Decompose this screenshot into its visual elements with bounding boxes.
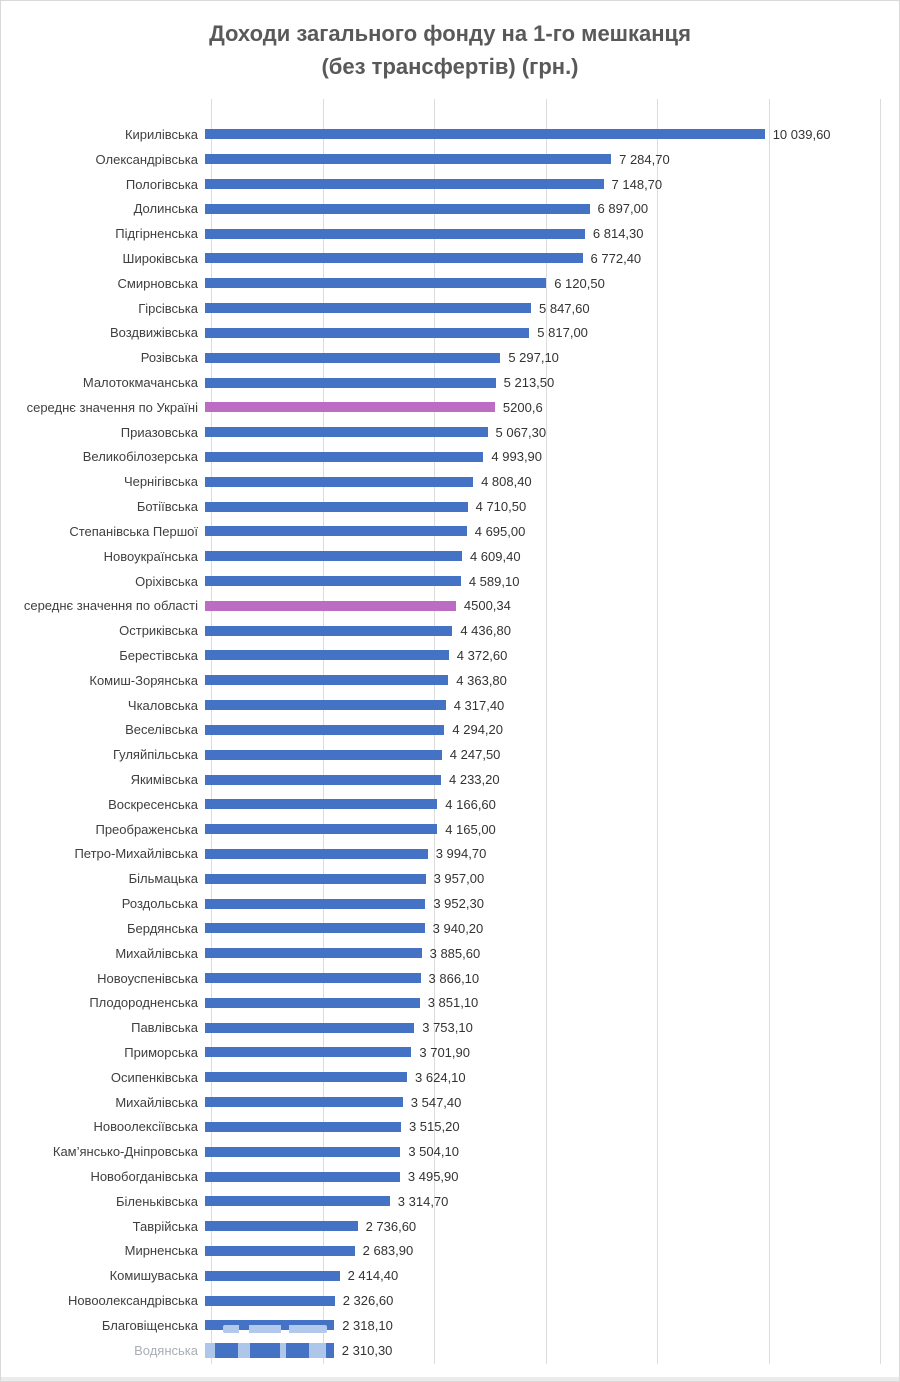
bar-row	[1, 1313, 899, 1338]
bar-track	[205, 1040, 899, 1065]
value-label: 4 808,40	[481, 474, 532, 490]
value-label: 6 814,30	[592, 226, 644, 242]
bar-row	[1, 1115, 899, 1140]
bar	[205, 179, 604, 189]
value-label: 4 166,60	[445, 796, 496, 812]
bar	[205, 725, 444, 735]
value-label: 4500,34	[463, 598, 511, 614]
bar-row	[1, 1214, 899, 1239]
bar	[205, 849, 428, 859]
value-label: 10 039,60	[772, 126, 831, 142]
value-label: 6 120,50	[554, 275, 605, 291]
value-label: 4 609,40	[469, 548, 521, 564]
bar-track	[205, 792, 899, 817]
value-label: 2 414,40	[347, 1268, 399, 1284]
bar-row	[1, 866, 899, 891]
value-label: 2 683,90	[362, 1243, 414, 1259]
bar-row	[1, 817, 899, 842]
bottom-border-strip	[1, 1377, 899, 1381]
category-label: Якимівська	[130, 772, 198, 788]
bar-row	[1, 1263, 899, 1288]
bar-track	[205, 941, 899, 966]
category-label: Біленьківська	[116, 1193, 198, 1209]
bar-row	[1, 445, 899, 470]
value-label: 3 701,90	[419, 1044, 470, 1060]
bar	[205, 551, 462, 561]
bar-track	[205, 544, 899, 569]
bar-row	[1, 668, 899, 693]
bar-track	[205, 494, 899, 519]
bar	[205, 353, 500, 363]
bar-row	[1, 593, 899, 618]
bar	[205, 948, 422, 958]
bar	[205, 477, 473, 487]
value-label: 3 851,10	[427, 995, 479, 1011]
category-label: Бердянська	[127, 920, 198, 936]
bar-row	[1, 792, 899, 817]
bar-track	[205, 420, 899, 445]
bar	[205, 1047, 411, 1057]
bar-track	[205, 519, 899, 544]
bar-track	[205, 196, 899, 221]
bar-row	[1, 1164, 899, 1189]
bar	[205, 1147, 400, 1157]
bar-row	[1, 1015, 899, 1040]
category-label: Павлівська	[131, 1020, 198, 1036]
category-label: Новоуспенівська	[97, 970, 198, 986]
bar-track	[205, 345, 899, 370]
bar-track	[205, 742, 899, 767]
bar-track	[205, 1338, 899, 1363]
category-label: Остриківська	[119, 623, 198, 639]
value-label: 5 847,60	[539, 300, 590, 316]
bar	[205, 1196, 390, 1206]
value-label: 3 866,10	[428, 970, 480, 986]
value-label: 3 885,60	[429, 945, 481, 961]
bar	[205, 650, 449, 660]
category-label: Воскресенська	[108, 796, 198, 812]
value-label: 4 589,10	[468, 573, 520, 589]
bar-row	[1, 891, 899, 916]
category-label: Мирненська	[124, 1243, 198, 1259]
bar-row	[1, 221, 899, 246]
bar-row	[1, 1288, 899, 1313]
bar-track	[205, 1189, 899, 1214]
bar-track	[205, 147, 899, 172]
bar-track	[205, 1139, 899, 1164]
bar	[205, 502, 468, 512]
category-label: Воздвижівська	[109, 325, 198, 341]
bar-row	[1, 1065, 899, 1090]
category-label: Благовіщенська	[101, 1317, 198, 1333]
value-label: 2 326,60	[342, 1293, 394, 1309]
bar-row	[1, 990, 899, 1015]
value-label: 3 753,10	[422, 1020, 473, 1036]
category-label: Приморська	[124, 1044, 198, 1060]
bar	[205, 1221, 358, 1231]
bar-track	[205, 718, 899, 743]
category-label: Комиш-Зорянська	[89, 672, 198, 688]
bar	[205, 601, 456, 611]
bar	[205, 278, 546, 288]
bar	[205, 1072, 407, 1082]
bar-track	[205, 1313, 899, 1338]
bar-track	[205, 693, 899, 718]
category-label: Ботіївська	[136, 499, 198, 515]
bar-row	[1, 196, 899, 221]
bar	[205, 1296, 335, 1306]
value-label: 6 772,40	[590, 250, 642, 266]
category-label: Розівська	[140, 350, 198, 366]
value-label: 5 297,10	[508, 350, 559, 366]
bar-track	[205, 842, 899, 867]
value-label: 4 695,00	[474, 523, 526, 539]
value-label: 3 940,20	[432, 920, 484, 936]
category-label: середнє значення по Україні	[26, 399, 198, 415]
category-label: Михайлівська	[115, 945, 198, 961]
category-label: Долинська	[133, 201, 198, 217]
value-label: 3 504,10	[408, 1144, 459, 1160]
bar-row	[1, 370, 899, 395]
bar-row	[1, 172, 899, 197]
category-label: Пологівська	[125, 176, 198, 192]
value-label: 4 993,90	[491, 449, 543, 465]
bar-track	[205, 370, 899, 395]
bar-track	[205, 817, 899, 842]
bar-row	[1, 569, 899, 594]
bar-row	[1, 271, 899, 296]
bar-row	[1, 420, 899, 445]
bar-row	[1, 842, 899, 867]
value-label: 6 897,00	[597, 201, 649, 217]
bar-track	[205, 1164, 899, 1189]
category-label: Приазовська	[120, 424, 198, 440]
bar	[205, 1246, 355, 1256]
value-label: 5 067,30	[495, 424, 547, 440]
bar	[205, 700, 446, 710]
category-label: Степанівська Першої	[69, 523, 198, 539]
category-label: Більмацька	[128, 871, 198, 887]
bar	[205, 675, 448, 685]
bar	[205, 526, 467, 536]
category-label: Берестівська	[119, 647, 198, 663]
bar	[205, 923, 425, 933]
bar	[205, 576, 461, 586]
value-label: 7 284,70	[619, 151, 670, 167]
bar-track	[205, 246, 899, 271]
category-label: Підгірненська	[115, 226, 198, 242]
bar-track	[205, 395, 899, 420]
bar-row	[1, 718, 899, 743]
category-label: Гуляйпільська	[112, 747, 198, 763]
bar	[205, 824, 437, 834]
category-label: Таврійська	[132, 1218, 198, 1234]
value-label: 7 148,70	[611, 176, 663, 192]
bar-row	[1, 519, 899, 544]
category-label: Новобогданівська	[90, 1169, 198, 1185]
value-label: 4 436,80	[460, 623, 511, 639]
bar-row	[1, 1090, 899, 1115]
bar-track	[205, 296, 899, 321]
category-label: Кирилівська	[124, 126, 198, 142]
bar	[205, 973, 421, 983]
bar	[205, 452, 483, 462]
bar-track	[205, 1015, 899, 1040]
value-label: 5200,6	[502, 399, 543, 415]
bar	[205, 402, 495, 412]
bar-track	[205, 1263, 899, 1288]
value-label: 4 247,50	[449, 747, 501, 763]
category-label: Новоолександрівська	[67, 1293, 198, 1309]
bar	[205, 229, 585, 239]
value-label: 3 957,00	[433, 871, 485, 887]
bar	[205, 427, 488, 437]
bar-row	[1, 246, 899, 271]
bar-track	[205, 966, 899, 991]
bar-row	[1, 494, 899, 519]
category-label: Роздольська	[121, 896, 198, 912]
value-label: 2 736,60	[365, 1218, 417, 1234]
bar	[205, 1172, 400, 1182]
category-label: Смирновська	[117, 275, 198, 291]
bar-row	[1, 618, 899, 643]
category-label: Комишуваська	[109, 1268, 198, 1284]
category-label: Гірсівська	[138, 300, 198, 316]
value-label: 3 994,70	[435, 846, 487, 862]
bar-row	[1, 941, 899, 966]
value-label: 3 495,90	[407, 1169, 459, 1185]
bar	[205, 1097, 403, 1107]
value-label: 5 817,00	[537, 325, 588, 341]
category-label: Новоолексіївська	[93, 1119, 198, 1135]
bar-row	[1, 1189, 899, 1214]
value-label: 4 233,20	[449, 772, 500, 788]
bar-row	[1, 1338, 899, 1363]
bar-track	[205, 1214, 899, 1239]
bar-track	[205, 271, 899, 296]
bar-track	[205, 643, 899, 668]
bar	[205, 303, 531, 313]
bar-track	[205, 122, 899, 147]
bar-row	[1, 469, 899, 494]
value-label: 5 213,50	[503, 375, 555, 391]
bar-track	[205, 990, 899, 1015]
bar-row	[1, 1239, 899, 1264]
bar-track	[205, 1065, 899, 1090]
bar-row	[1, 643, 899, 668]
bar-row	[1, 767, 899, 792]
category-label: Малотокмачанська	[82, 375, 198, 391]
bar-track	[205, 321, 899, 346]
bar-track	[205, 1239, 899, 1264]
bar	[205, 1023, 414, 1033]
value-label: 4 294,20	[452, 722, 503, 738]
bar-row	[1, 395, 899, 420]
bar-row	[1, 122, 899, 147]
bar-track	[205, 1115, 899, 1140]
bar-track	[205, 172, 899, 197]
chart-title-line1: Доходи загального фонду на 1-го мешканця	[209, 21, 691, 46]
category-label: Осипенківська	[110, 1069, 198, 1085]
plot-area	[1, 1, 899, 1381]
bar-row	[1, 544, 899, 569]
value-label: 4 363,80	[456, 672, 507, 688]
bar	[205, 378, 496, 388]
category-label: Великобілозерська	[82, 449, 198, 465]
value-label: 3 515,20	[408, 1119, 460, 1135]
value-label: 4 317,40	[453, 697, 505, 713]
bar	[205, 899, 425, 909]
bar-row	[1, 147, 899, 172]
bar	[205, 1122, 401, 1132]
category-label: Новоукраїнська	[103, 548, 198, 564]
bar-track	[205, 221, 899, 246]
value-label: 3 952,30	[433, 896, 484, 912]
category-label: Чернігівська	[123, 474, 198, 490]
category-label: Олександрівська	[95, 151, 198, 167]
bar-with-watermark	[205, 1343, 334, 1358]
value-label: 4 165,00	[445, 821, 496, 837]
bar	[205, 204, 590, 214]
value-label: 4 372,60	[456, 647, 508, 663]
category-label: Преображенська	[95, 821, 198, 837]
bar-row	[1, 966, 899, 991]
bar	[205, 154, 611, 164]
value-label: 3 547,40	[410, 1094, 462, 1110]
value-label: 2 310,30	[341, 1342, 393, 1358]
category-label: Петро-Михайлівська	[74, 846, 198, 862]
bar	[205, 775, 441, 785]
bar	[205, 998, 420, 1008]
bar-track	[205, 1288, 899, 1313]
bar-row	[1, 296, 899, 321]
bar	[205, 129, 765, 139]
category-label: Кам’янсько-Дніпровська	[52, 1144, 198, 1160]
bar-row	[1, 1040, 899, 1065]
category-label: Широківська	[122, 250, 198, 266]
bar-track	[205, 668, 899, 693]
category-label: Веселівська	[125, 722, 198, 738]
bar-track	[205, 866, 899, 891]
bar-track	[205, 469, 899, 494]
bar-row	[1, 321, 899, 346]
bar-track	[205, 569, 899, 594]
bar	[205, 874, 426, 884]
bar-rows	[1, 122, 899, 1363]
bar	[205, 799, 437, 809]
category-label: Михайлівська	[115, 1094, 198, 1110]
bar	[205, 626, 452, 636]
bar-with-watermark	[205, 1320, 334, 1330]
value-label: 4 710,50	[475, 499, 527, 515]
bar-row	[1, 693, 899, 718]
bar-track	[205, 618, 899, 643]
chart-title-line2: (без трансфертів) (грн.)	[321, 54, 579, 79]
bar-track	[205, 593, 899, 618]
bar	[205, 1271, 340, 1281]
category-label: середнє значення по області	[23, 598, 198, 614]
bar-row	[1, 742, 899, 767]
value-label: 3 314,70	[397, 1193, 449, 1209]
value-label: 2 318,10	[342, 1317, 393, 1333]
category-label: Водянська	[134, 1342, 198, 1358]
bar-track	[205, 1090, 899, 1115]
bar	[205, 750, 442, 760]
category-label: Оріхівська	[135, 573, 198, 589]
category-label: Плодородненська	[89, 995, 198, 1011]
bar-row	[1, 1139, 899, 1164]
bar-track	[205, 445, 899, 470]
bar	[205, 328, 529, 338]
bar	[205, 253, 583, 263]
value-label: 3 624,10	[415, 1069, 466, 1085]
bar-track	[205, 767, 899, 792]
bar-track	[205, 891, 899, 916]
category-label: Чкаловська	[127, 697, 198, 713]
bar-row	[1, 916, 899, 941]
bar-track	[205, 916, 899, 941]
bar-row	[1, 345, 899, 370]
